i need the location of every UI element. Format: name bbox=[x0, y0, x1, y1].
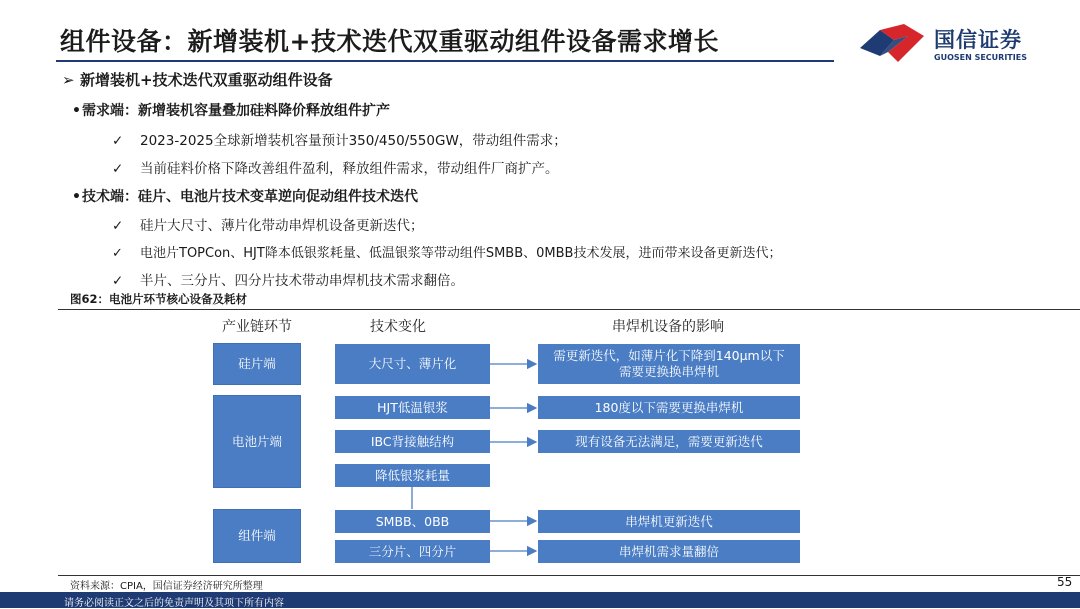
list-item: ✓ 2023-2025全球新增装机容量预计350/450/550GW，带动组件需求； bbox=[112, 133, 567, 149]
tech-box: 三分片、四分片 bbox=[335, 540, 490, 563]
group-heading-demand: •需求端：新增装机容量叠加硅料降价释放组件扩产 bbox=[72, 103, 390, 119]
section-heading-text: 新增装机+技术迭代双重驱动组件设备 bbox=[80, 71, 333, 89]
impact-box: 现有设备无法满足，需要更新迭代 bbox=[538, 430, 800, 453]
disclaimer-text: 请务必阅读正文之后的免责声明及其项下所有内容 bbox=[64, 598, 284, 609]
impact-box: 串焊机更新迭代 bbox=[538, 510, 800, 533]
chain-box-wafer: 硅片端 bbox=[213, 343, 301, 385]
logo-text-en: GUOSEN SECURITIES bbox=[934, 53, 1027, 62]
tech-box: HJT低温银浆 bbox=[335, 396, 490, 419]
figure-caption: 图62：电池片环节核心设备及耗材 bbox=[70, 292, 248, 306]
tech-box: IBC背接触结构 bbox=[335, 430, 490, 453]
check-icon: ✓ bbox=[112, 133, 124, 149]
arrow-bullet-icon: ➢ bbox=[62, 71, 75, 89]
list-item: ✓ 当前硅料价格下降改善组件盈利，释放组件需求，带动组件厂商扩产。 bbox=[112, 161, 559, 177]
dot-bullet-icon: • bbox=[72, 103, 81, 119]
page-number: 55 bbox=[1057, 575, 1073, 589]
chain-box-module: 组件端 bbox=[213, 509, 301, 563]
check-icon: ✓ bbox=[112, 161, 124, 177]
list-item: ✓ 硅片大尺寸、薄片化带动串焊机设备更新迭代； bbox=[112, 218, 424, 234]
column-header-impact: 串焊机设备的影响 bbox=[612, 319, 724, 335]
list-item: ✓ 半片、三分片、四分片技术带动串焊机技术需求翻倍。 bbox=[112, 273, 464, 289]
bottom-divider bbox=[58, 575, 1080, 576]
impact-box: 串焊机需求量翻倍 bbox=[538, 540, 800, 563]
tech-box: 降低银浆耗量 bbox=[335, 464, 490, 487]
list-item: ✓ 电池片TOPCon、HJT降本低银浆耗量、低温银浆等带动组件SMBB、0MBB技术发展，进而带来设备更新迭代； bbox=[112, 246, 782, 261]
logo-text-cn: 国信证券 bbox=[934, 28, 1022, 52]
column-header-chain: 产业链环节 bbox=[222, 319, 292, 335]
dot-bullet-icon: • bbox=[72, 189, 81, 205]
impact-box: 180度以下需要更换串焊机 bbox=[538, 396, 800, 419]
tech-box: 大尺寸、薄片化 bbox=[335, 344, 490, 384]
chain-box-cell: 电池片端 bbox=[213, 395, 301, 488]
group-heading-tech: •技术端：硅片、电池片技术变革逆向促动组件技术迭代 bbox=[72, 189, 418, 205]
source-note: 资料来源：CPIA，国信证券经济研究所整理 bbox=[70, 581, 263, 592]
page-title: 组件设备：新增装机+技术迭代双重驱动组件设备需求增长 bbox=[60, 27, 719, 56]
check-icon: ✓ bbox=[112, 273, 124, 289]
check-icon: ✓ bbox=[112, 246, 123, 261]
impact-box: 需更新迭代，如薄片化下降到140μm以下需要更换换串焊机 bbox=[538, 344, 800, 384]
check-icon: ✓ bbox=[112, 218, 124, 234]
tech-box: SMBB、0BB bbox=[335, 510, 490, 533]
column-header-tech: 技术变化 bbox=[370, 319, 426, 335]
